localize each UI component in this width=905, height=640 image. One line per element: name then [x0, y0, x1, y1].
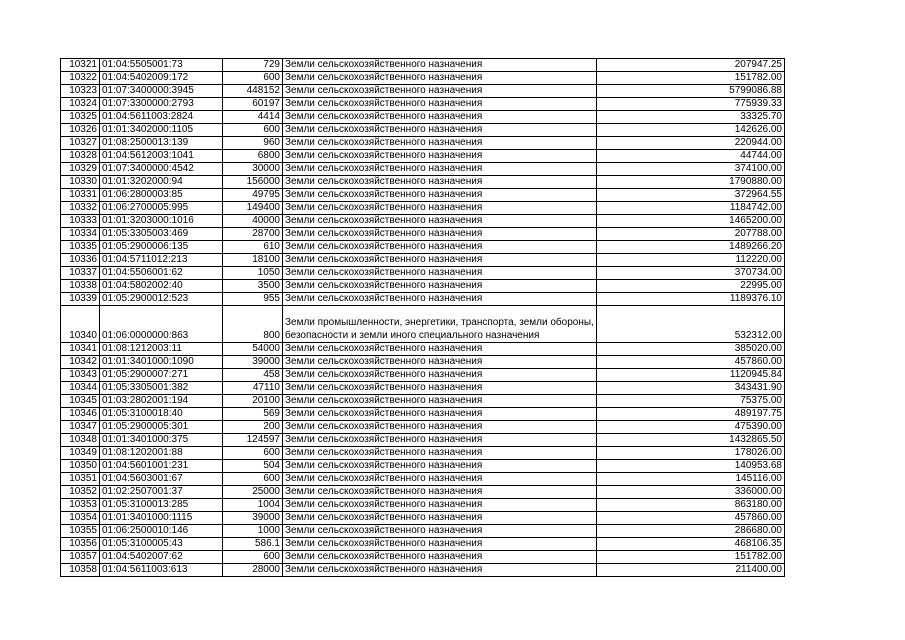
area-cell: 54000 [223, 343, 283, 356]
cadastral-number-cell: 01:04:5711012:213 [100, 254, 223, 267]
cadastral-number-cell: 01:02:2507001:37 [100, 486, 223, 499]
cadastral-number-cell: 01:07:3400000:3945 [100, 85, 223, 98]
area-cell: 800 [223, 306, 283, 343]
table-row [61, 473, 785, 486]
cadastral-number-cell: 01:05:3100018:40 [100, 408, 223, 421]
cadastral-number-cell: 01:04:5612003:1041 [100, 150, 223, 163]
row-number-cell: 10349 [61, 447, 100, 460]
area-cell: 47110 [223, 382, 283, 395]
land-category-cell: Земли сельскохозяйственного назначения [283, 408, 597, 421]
row-number-cell: 10339 [61, 293, 100, 306]
cadastral-value-cell: 372964.55 [597, 189, 785, 202]
land-category-cell: Земли сельскохозяйственного назначения [283, 460, 597, 473]
table-row [61, 241, 785, 254]
area-cell: 600 [223, 447, 283, 460]
land-category-cell: Земли сельскохозяйственного назначения [283, 499, 597, 512]
table-row [61, 163, 785, 176]
cadastral-number-cell: 01:05:2900007:271 [100, 369, 223, 382]
land-category-cell: Земли сельскохозяйственного назначения [283, 124, 597, 137]
area-cell: 156000 [223, 176, 283, 189]
area-cell: 1004 [223, 499, 283, 512]
row-number-cell: 10342 [61, 356, 100, 369]
area-cell: 1050 [223, 267, 283, 280]
row-number-cell: 10356 [61, 538, 100, 551]
table-row [61, 306, 785, 343]
cadastral-number-cell: 01:05:3305003:469 [100, 228, 223, 241]
land-category-cell: Земли сельскохозяйственного назначения [283, 150, 597, 163]
cadastral-value-cell: 1465200.00 [597, 215, 785, 228]
table-row [61, 202, 785, 215]
land-category-cell: Земли сельскохозяйственного назначения [283, 176, 597, 189]
cadastral-value-cell: 75375.00 [597, 395, 785, 408]
land-category-cell: Земли сельскохозяйственного назначения [283, 267, 597, 280]
cadastral-value-cell: 775939.33 [597, 98, 785, 111]
area-cell: 3500 [223, 280, 283, 293]
row-number-cell: 10323 [61, 85, 100, 98]
cadastral-value-cell: 140953.68 [597, 460, 785, 473]
table-row [61, 460, 785, 473]
row-number-cell: 10347 [61, 421, 100, 434]
cadastral-number-cell: 01:01:3203000:1016 [100, 215, 223, 228]
cadastral-value-cell: 1184742.00 [597, 202, 785, 215]
land-category-cell: Земли сельскохозяйственного назначения [283, 59, 597, 72]
land-category-cell: Земли сельскохозяйственного назначения [283, 447, 597, 460]
table-row [61, 538, 785, 551]
land-category-cell: Земли сельскохозяйственного назначения [283, 202, 597, 215]
land-category-cell: Земли сельскохозяйственного назначения [283, 356, 597, 369]
cadastral-number-cell: 01:06:0000000:863 [100, 306, 223, 343]
cadastral-number-cell: 01:04:5506001:62 [100, 267, 223, 280]
table-row [61, 447, 785, 460]
area-cell: 28000 [223, 564, 283, 577]
row-number-cell: 10345 [61, 395, 100, 408]
cadastral-value-cell: 468106.35 [597, 538, 785, 551]
table-row [61, 434, 785, 447]
row-number-cell: 10325 [61, 111, 100, 124]
land-category-cell: Земли сельскохозяйственного назначения [283, 72, 597, 85]
row-number-cell: 10355 [61, 525, 100, 538]
table-row [61, 280, 785, 293]
cadastral-number-cell: 01:01:3402000:1105 [100, 124, 223, 137]
area-cell: 600 [223, 551, 283, 564]
row-number-cell: 10344 [61, 382, 100, 395]
area-cell: 18100 [223, 254, 283, 267]
cadastral-value-cell: 336000.00 [597, 486, 785, 499]
area-cell: 28700 [223, 228, 283, 241]
table-row [61, 254, 785, 267]
cadastral-value-cell: 1790880.00 [597, 176, 785, 189]
row-number-cell: 10354 [61, 512, 100, 525]
area-cell: 610 [223, 241, 283, 254]
cadastral-number-cell: 01:01:3401000:1115 [100, 512, 223, 525]
area-cell: 458 [223, 369, 283, 382]
cadastral-value-cell: 112220.00 [597, 254, 785, 267]
land-category-cell: Земли сельскохозяйственного назначения [283, 85, 597, 98]
row-number-cell: 10338 [61, 280, 100, 293]
area-cell: 729 [223, 59, 283, 72]
cadastral-number-cell: 01:07:3300000:2793 [100, 98, 223, 111]
row-number-cell: 10330 [61, 176, 100, 189]
cadastral-value-cell: 385020.00 [597, 343, 785, 356]
row-number-cell: 10331 [61, 189, 100, 202]
cadastral-value-cell: 207947.25 [597, 59, 785, 72]
cadastral-value-cell: 5799086.88 [597, 85, 785, 98]
area-cell: 40000 [223, 215, 283, 228]
area-cell: 30000 [223, 163, 283, 176]
cadastral-number-cell: 01:05:3100013:285 [100, 499, 223, 512]
table-row [61, 343, 785, 356]
area-cell: 200 [223, 421, 283, 434]
cadastral-value-cell: 44744.00 [597, 150, 785, 163]
table-row [61, 512, 785, 525]
table-row [61, 137, 785, 150]
cadastral-number-cell: 01:07:3400000:4542 [100, 163, 223, 176]
cadastral-number-cell: 01:04:5505001:73 [100, 59, 223, 72]
table-row [61, 408, 785, 421]
cadastral-value-cell: 1432865.50 [597, 434, 785, 447]
land-category-cell: Земли сельскохозяйственного назначения [283, 137, 597, 150]
row-number-cell: 10343 [61, 369, 100, 382]
land-category-cell: Земли сельскохозяйственного назначения [283, 538, 597, 551]
land-category-cell: Земли сельскохозяйственного назначения [283, 564, 597, 577]
cadastral-number-cell: 01:04:5402007:62 [100, 551, 223, 564]
table-row [61, 111, 785, 124]
area-cell: 149400 [223, 202, 283, 215]
table-row [61, 421, 785, 434]
cadastral-value-cell: 475390.00 [597, 421, 785, 434]
table-row [61, 486, 785, 499]
cadastral-number-cell: 01:05:2900012:523 [100, 293, 223, 306]
cadastral-number-cell: 01:08:2500013:139 [100, 137, 223, 150]
cadastral-number-cell: 01:04:5603001:67 [100, 473, 223, 486]
row-number-cell: 10328 [61, 150, 100, 163]
table-body [61, 59, 785, 577]
table-row [61, 499, 785, 512]
cadastral-value-cell: 142626.00 [597, 124, 785, 137]
table-row [61, 150, 785, 163]
area-cell: 600 [223, 72, 283, 85]
cadastral-value-cell: 1120945.84 [597, 369, 785, 382]
row-number-cell: 10324 [61, 98, 100, 111]
area-cell: 600 [223, 473, 283, 486]
cadastral-number-cell: 01:03:2802001:194 [100, 395, 223, 408]
cadastral-value-cell: 286680.00 [597, 525, 785, 538]
cadastral-value-cell: 145116.00 [597, 473, 785, 486]
cadastral-number-cell: 01:05:2900005:301 [100, 421, 223, 434]
row-number-cell: 10322 [61, 72, 100, 85]
cadastral-value-cell: 22995.00 [597, 280, 785, 293]
cadastral-number-cell: 01:06:2700005:995 [100, 202, 223, 215]
area-cell: 60197 [223, 98, 283, 111]
area-cell: 6800 [223, 150, 283, 163]
area-cell: 955 [223, 293, 283, 306]
land-category-cell: Земли промышленности, энергетики, транспорта, земли обороны, безопасности и земли иного специального назначения [283, 306, 597, 343]
cadastral-number-cell: 01:04:5601001:231 [100, 460, 223, 473]
row-number-cell: 10327 [61, 137, 100, 150]
row-number-cell: 10335 [61, 241, 100, 254]
table-row [61, 215, 785, 228]
area-cell: 4414 [223, 111, 283, 124]
land-category-cell: Земли сельскохозяйственного назначения [283, 293, 597, 306]
row-number-cell: 10350 [61, 460, 100, 473]
cadastral-value-cell: 1489266.20 [597, 241, 785, 254]
land-category-cell: Земли сельскохозяйственного назначения [283, 421, 597, 434]
row-number-cell: 10337 [61, 267, 100, 280]
row-number-cell: 10348 [61, 434, 100, 447]
row-number-cell: 10340 [61, 306, 100, 343]
cadastral-number-cell: 01:06:2800003:85 [100, 189, 223, 202]
land-category-cell: Земли сельскохозяйственного назначения [283, 98, 597, 111]
land-category-cell: Земли сельскохозяйственного назначения [283, 395, 597, 408]
area-cell: 504 [223, 460, 283, 473]
table-row [61, 551, 785, 564]
land-category-cell: Земли сельскохозяйственного назначения [283, 434, 597, 447]
cadastral-number-cell: 01:01:3202000:94 [100, 176, 223, 189]
land-category-cell: Земли сельскохозяйственного назначения [283, 163, 597, 176]
cadastral-value-cell: 532312.00 [597, 306, 785, 343]
table-row [61, 85, 785, 98]
land-plots-table [60, 58, 785, 577]
table-row [61, 189, 785, 202]
cadastral-value-cell: 151782.00 [597, 551, 785, 564]
area-cell: 25000 [223, 486, 283, 499]
row-number-cell: 10334 [61, 228, 100, 241]
table-row [61, 382, 785, 395]
land-category-cell: Земли сельскохозяйственного назначения [283, 215, 597, 228]
row-number-cell: 10346 [61, 408, 100, 421]
cadastral-value-cell: 220944.00 [597, 137, 785, 150]
table-row [61, 356, 785, 369]
land-category-cell: Земли сельскохозяйственного назначения [283, 525, 597, 538]
table-row [61, 369, 785, 382]
cadastral-number-cell: 01:04:5611003:613 [100, 564, 223, 577]
cadastral-value-cell: 457860.00 [597, 356, 785, 369]
table-row [61, 525, 785, 538]
land-category-cell: Земли сельскохозяйственного назначения [283, 241, 597, 254]
cadastral-value-cell: 370734.00 [597, 267, 785, 280]
table-row [61, 98, 785, 111]
row-number-cell: 10321 [61, 59, 100, 72]
area-cell: 569 [223, 408, 283, 421]
land-category-cell: Земли сельскохозяйственного назначения [283, 473, 597, 486]
cadastral-value-cell: 33325.70 [597, 111, 785, 124]
land-category-cell: Земли сельскохозяйственного назначения [283, 189, 597, 202]
land-category-cell: Земли сельскохозяйственного назначения [283, 111, 597, 124]
area-cell: 39000 [223, 356, 283, 369]
table-row [61, 72, 785, 85]
land-category-cell: Земли сельскохозяйственного назначения [283, 512, 597, 525]
row-number-cell: 10353 [61, 499, 100, 512]
area-cell: 1000 [223, 525, 283, 538]
row-number-cell: 10341 [61, 343, 100, 356]
area-cell: 124597 [223, 434, 283, 447]
row-number-cell: 10336 [61, 254, 100, 267]
cadastral-number-cell: 01:01:3401000:375 [100, 434, 223, 447]
row-number-cell: 10352 [61, 486, 100, 499]
table-row [61, 395, 785, 408]
row-number-cell: 10351 [61, 473, 100, 486]
table-row [61, 267, 785, 280]
area-cell: 20100 [223, 395, 283, 408]
cadastral-number-cell: 01:08:1212003:11 [100, 343, 223, 356]
cadastral-value-cell: 211400.00 [597, 564, 785, 577]
area-cell: 600 [223, 124, 283, 137]
cadastral-number-cell: 01:04:5402009:172 [100, 72, 223, 85]
row-number-cell: 10326 [61, 124, 100, 137]
land-category-cell: Земли сельскохозяйственного назначения [283, 228, 597, 241]
cadastral-value-cell: 863180.00 [597, 499, 785, 512]
area-cell: 448152 [223, 85, 283, 98]
cadastral-number-cell: 01:05:3100005:43 [100, 538, 223, 551]
cadastral-number-cell: 01:04:5611003:2824 [100, 111, 223, 124]
cadastral-value-cell: 151782.00 [597, 72, 785, 85]
table-row [61, 59, 785, 72]
cadastral-number-cell: 01:04:5802002:40 [100, 280, 223, 293]
cadastral-number-cell: 01:06:2500010:146 [100, 525, 223, 538]
row-number-cell: 10358 [61, 564, 100, 577]
row-number-cell: 10333 [61, 215, 100, 228]
land-category-cell: Земли сельскохозяйственного назначения [283, 343, 597, 356]
cadastral-number-cell: 01:08:1202001:88 [100, 447, 223, 460]
cadastral-number-cell: 01:05:2900006:135 [100, 241, 223, 254]
area-cell: 39000 [223, 512, 283, 525]
table-row [61, 124, 785, 137]
table-row [61, 176, 785, 189]
land-category-cell: Земли сельскохозяйственного назначения [283, 254, 597, 267]
land-category-cell: Земли сельскохозяйственного назначения [283, 369, 597, 382]
land-category-cell: Земли сельскохозяйственного назначения [283, 486, 597, 499]
cadastral-value-cell: 374100.00 [597, 163, 785, 176]
table-row [61, 293, 785, 306]
row-number-cell: 10332 [61, 202, 100, 215]
cadastral-number-cell: 01:01:3401000:1090 [100, 356, 223, 369]
cadastral-value-cell: 457860.00 [597, 512, 785, 525]
land-category-cell: Земли сельскохозяйственного назначения [283, 382, 597, 395]
land-category-cell: Земли сельскохозяйственного назначения [283, 280, 597, 293]
cadastral-value-cell: 207788.00 [597, 228, 785, 241]
area-cell: 960 [223, 137, 283, 150]
table-row [61, 564, 785, 577]
row-number-cell: 10329 [61, 163, 100, 176]
cadastral-value-cell: 343431.90 [597, 382, 785, 395]
cadastral-value-cell: 1189376.10 [597, 293, 785, 306]
land-category-cell: Земли сельскохозяйственного назначения [283, 551, 597, 564]
cadastral-value-cell: 178026.00 [597, 447, 785, 460]
area-cell: 586.1 [223, 538, 283, 551]
table-row [61, 228, 785, 241]
row-number-cell: 10357 [61, 551, 100, 564]
cadastral-value-cell: 489197.75 [597, 408, 785, 421]
area-cell: 49795 [223, 189, 283, 202]
cadastral-number-cell: 01:05:3305001:382 [100, 382, 223, 395]
